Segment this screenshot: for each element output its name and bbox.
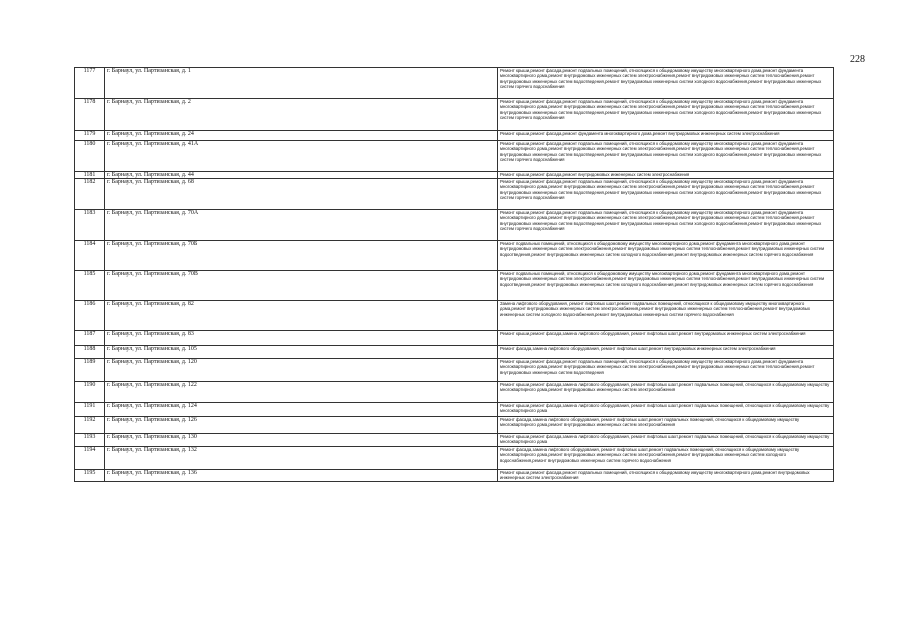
table-row — [75, 179, 834, 210]
row-number: 1180 — [75, 141, 105, 172]
table-row — [75, 141, 834, 172]
row-works: Ремонт крыши,ремонт фасада,замена лифтового оборудования, ремонт лифтовых шахт,ремонт внутридомовых инженерных систем электроснабжения — [498, 331, 834, 346]
row-address: г. Барнаул, ул. Партизанская, д. 122 — [105, 382, 498, 403]
row-works: Ремонт фасада,замена лифтового оборудования, ремонт лифтовых шахт,ремонт внутридомовых инженерных систем электроснабжения — [498, 346, 834, 359]
table-row — [75, 346, 834, 359]
row-address: г. Барнаул, ул. Партизанская, д. 105 — [105, 346, 498, 359]
row-address: г. Барнаул, ул. Партизанская, д. 126 — [105, 417, 498, 434]
row-number: 1183 — [75, 210, 105, 241]
table-row — [75, 434, 834, 447]
row-number: 1194 — [75, 447, 105, 470]
row-address: г. Барнаул, ул. Партизанская, д. 124 — [105, 403, 498, 417]
row-number: 1185 — [75, 271, 105, 301]
row-works: Ремонт подвальных помещений, относящихся к общедомовому имуществу многоквартирного дома,ремонт фундамента многоквартирного дома,ремонт внутридомовых инженерных систем электроснабжения,ремонт внутридомовых инженерных систем теплоснабжения,ремонт внутридомовых инженерных систем водоотведения,ремонт внутридомовых инженерных систем холодного водоснабжения,ремонт внутридомовых инженерных систем горячего водоснабжения — [498, 241, 834, 271]
row-works: Ремонт крыши,ремонт фасада,ремонт внутридомовых инженерных систем электроснабжения — [498, 172, 834, 179]
row-works: Ремонт крыши,ремонт фасада,ремонт подвальных помещений, относящихся к общедомовому имуществу многоквартирного дома,ремонт фундамента многоквартирного дома,ремонт внутридомовых инженерных систем электроснабжения,ремонт внутридомовых инженерных систем теплоснабжения,ремонт внутридомовых инженерных систем водоотведения,ремонт внутридомовых инженерных систем холодного водоснабжения,ремонт внутридомовых инженерных систем горячего водоснабжения — [498, 68, 834, 99]
row-number: 1182 — [75, 179, 105, 210]
row-address: г. Барнаул, ул. Партизанская, д. 132 — [105, 447, 498, 470]
row-number: 1184 — [75, 241, 105, 271]
table-row — [75, 301, 834, 331]
row-works: Ремонт крыши,ремонт фасада,ремонт фундамента многоквартирного дома,ремонт внутридомовых инженерных систем электроснабжения — [498, 131, 834, 141]
table-row — [75, 99, 834, 131]
row-address: г. Барнаул, ул. Партизанская, д. 44 — [105, 172, 498, 179]
row-address: г. Барнаул, ул. Партизанская, д. 70А — [105, 210, 498, 241]
table-row — [75, 447, 834, 470]
row-works: Ремонт крыши,ремонт фасада,замена лифтового оборудования, ремонт лифтовых шахт,ремонт подвальных помещений, относящихся к общедомовому имуществу многоквартирного дома — [498, 434, 834, 447]
row-works: Ремонт крыши,ремонт фасада,ремонт подвальных помещений, относящихся к общедомовому имуществу многоквартирного дома,ремонт фундамента многоквартирного дома,ремонт внутридомовых инженерных систем электроснабжения,ремонт внутридомовых инженерных систем теплоснабжения,ремонт внутридомовых инженерных систем водоотведения — [498, 359, 834, 382]
table-row — [75, 271, 834, 301]
row-address: г. Барнаул, ул. Партизанская, д. 120 — [105, 359, 498, 382]
row-number: 1189 — [75, 359, 105, 382]
repair-register-table — [74, 67, 834, 482]
row-number: 1190 — [75, 382, 105, 403]
row-number: 1177 — [75, 68, 105, 99]
row-address: г. Барнаул, ул. Партизанская, д. 83 — [105, 331, 498, 346]
row-works: Ремонт подвальных помещений, относящихся к общедомовому имуществу многоквартирного дома,ремонт фундамента многоквартирного дома,ремонт внутридомовых инженерных систем электроснабжения,ремонт внутридомовых инженерных систем теплоснабжения,ремонт внутридомовых инженерных систем водоотведения,ремонт внутридомовых инженерных систем холодного водоснабжения,ремонт внутридомовых инженерных систем горячего водоснабжения — [498, 271, 834, 301]
table-row — [75, 331, 834, 346]
table-row — [75, 470, 834, 482]
row-address: г. Барнаул, ул. Партизанская, д. 136 — [105, 470, 498, 482]
row-number: 1191 — [75, 403, 105, 417]
row-address: г. Барнаул, ул. Партизанская, д. 2 — [105, 99, 498, 131]
row-address: г. Барнаул, ул. Партизанская, д. 68 — [105, 179, 498, 210]
row-works: Ремонт крыши,ремонт фасада,ремонт подвальных помещений, относящихся к общедомовому имуществу многоквартирного дома,ремонт внутридомовых инженерных систем электроснабжения — [498, 470, 834, 482]
row-number: 1186 — [75, 301, 105, 331]
page-number: 228 — [850, 54, 865, 65]
table-body — [75, 68, 834, 482]
table-row — [75, 359, 834, 382]
table-row — [75, 131, 834, 141]
table-row — [75, 417, 834, 434]
row-works: Ремонт крыши,ремонт фасада,замена лифтового оборудования, ремонт лифтовых шахт,ремонт подвальных помещений, относящихся к общедомовому имуществу многоквартирного дома — [498, 403, 834, 417]
row-number: 1193 — [75, 434, 105, 447]
row-address: г. Барнаул, ул. Партизанская, д. 1 — [105, 68, 498, 99]
row-works: Ремонт фасада,замена лифтового оборудования, ремонт лифтовых шахт,ремонт подвальных помещений, относящихся к общедомовому имуществу многоквартирного дома,ремонт внутридомовых инженерных систем электроснабжения,ремонт внутридомовых инженерных систем холодного водоснабжения,ремонт внутридомовых инженерных систем горячего водоснабжения — [498, 447, 834, 470]
row-number: 1187 — [75, 331, 105, 346]
table-row — [75, 68, 834, 99]
row-works: Ремонт крыши,ремонт фасада,ремонт подвальных помещений, относящихся к общедомовому имуществу многоквартирного дома,ремонт фундамента многоквартирного дома,ремонт внутридомовых инженерных систем электроснабжения,ремонт внутридомовых инженерных систем теплоснабжения,ремонт внутридомовых инженерных систем водоотведения,ремонт внутридомовых инженерных систем холодного водоснабжения,ремонт внутридомовых инженерных систем горячего водоснабжения — [498, 99, 834, 131]
row-address: г. Барнаул, ул. Партизанская, д. 70В — [105, 271, 498, 301]
row-works: Ремонт крыши,ремонт фасада,замена лифтового оборудования, ремонт лифтовых шахт,ремонт подвальных помещений, относящихся к общедомовому имуществу многоквартирного дома,ремонт внутридомовых инженерных систем электроснабжения — [498, 382, 834, 403]
table-row — [75, 210, 834, 241]
row-works: Замена лифтового оборудования, ремонт лифтовых шахт,ремонт подвальных помещений, относящихся к общедомовому имуществу многоквартирного дома,ремонт внутридомовых инженерных систем электроснабжения,ремонт внутридомовых инженерных систем теплоснабжения,ремонт внутридомовых инженерных систем холодного водоснабжения,ремонт внутридомовых инженерных систем горячего водоснабжения — [498, 301, 834, 331]
row-works: Ремонт крыши,ремонт фасада,ремонт подвальных помещений, относящихся к общедомовому имуществу многоквартирного дома,ремонт фундамента многоквартирного дома,ремонт внутридомовых инженерных систем электроснабжения,ремонт внутридомовых инженерных систем теплоснабжения,ремонт внутридомовых инженерных систем водоотведения,ремонт внутридомовых инженерных систем холодного водоснабжения,ремонт внутридомовых инженерных систем горячего водоснабжения — [498, 179, 834, 210]
row-address: г. Барнаул, ул. Партизанская, д. 130 — [105, 434, 498, 447]
row-works: Ремонт крыши,ремонт фасада,ремонт подвальных помещений, относящихся к общедомовому имуществу многоквартирного дома,ремонт фундамента многоквартирного дома,ремонт внутридомовых инженерных систем электроснабжения,ремонт внутридомовых инженерных систем теплоснабжения,ремонт внутридомовых инженерных систем водоотведения,ремонт внутридомовых инженерных систем холодного водоснабжения,ремонт внутридомовых инженерных систем горячего водоснабжения — [498, 141, 834, 172]
row-number: 1192 — [75, 417, 105, 434]
row-works: Ремонт крыши,ремонт фасада,ремонт подвальных помещений, относящихся к общедомовому имуществу многоквартирного дома,ремонт фундамента многоквартирного дома,ремонт внутридомовых инженерных систем электроснабжения,ремонт внутридомовых инженерных систем теплоснабжения,ремонт внутридомовых инженерных систем водоотведения,ремонт внутридомовых инженерных систем холодного водоснабжения,ремонт внутридомовых инженерных систем горячего водоснабжения — [498, 210, 834, 241]
row-address: г. Барнаул, ул. Партизанская, д. 41А — [105, 141, 498, 172]
row-number: 1188 — [75, 346, 105, 359]
row-number: 1178 — [75, 99, 105, 131]
table-row — [75, 241, 834, 271]
table-row — [75, 403, 834, 417]
table-row — [75, 172, 834, 179]
row-number: 1195 — [75, 470, 105, 482]
row-number: 1181 — [75, 172, 105, 179]
row-address: г. Барнаул, ул. Партизанская, д. 70Б — [105, 241, 498, 271]
row-address: г. Барнаул, ул. Партизанская, д. 24 — [105, 131, 498, 141]
table-row — [75, 382, 834, 403]
row-works: Ремонт фасада,замена лифтового оборудования, ремонт лифтовых шахт,ремонт подвальных помещений, относящихся к общедомовому имуществу многоквартирного дома,ремонт внутридомовых инженерных систем электроснабжения — [498, 417, 834, 434]
row-number: 1179 — [75, 131, 105, 141]
row-address: г. Барнаул, ул. Партизанская, д. 82 — [105, 301, 498, 331]
